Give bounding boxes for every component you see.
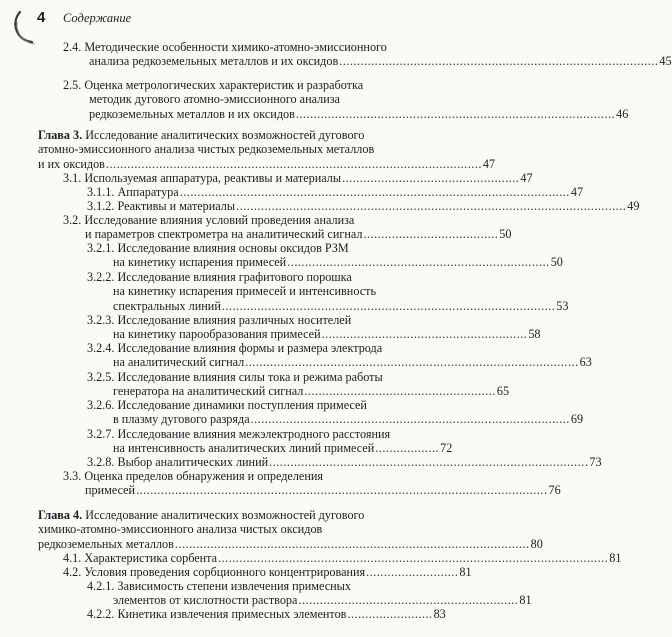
toc-entry-text: редкоземельных металлов — [38, 536, 174, 551]
toc-entry-text: на кинетику испарения примесей — [113, 255, 287, 270]
page-ref: 47 — [570, 185, 584, 199]
page-ref: 63 — [579, 355, 592, 370]
toc-entry-text: 3.2.2. Исследование влияния графитового порошка — [87, 270, 352, 284]
leader-dots: .................................................................................................................... — [136, 483, 548, 498]
toc-entry-3-2-5 — [87, 370, 510, 399]
leader-dots: .......................................................................................................... — [105, 156, 482, 171]
toc-entry-2-4 — [63, 40, 672, 69]
toc-entry-text: 3.1.1. Аппаратура — [87, 185, 179, 199]
toc-entry-text: 3.2.7. Исследование влияния межэлектродного расстояния — [87, 427, 391, 441]
page-ref: 81 — [609, 551, 622, 565]
toc-entry-text: химико-атомно-эмиссионного анализа чистых оксидов — [38, 522, 323, 537]
page-ref: 50 — [499, 227, 512, 242]
page-ref: 47 — [520, 171, 533, 185]
page-ref: 69 — [570, 412, 584, 427]
page-ref: 72 — [440, 441, 453, 456]
leader-dots: ...................................... — [363, 227, 499, 242]
toc-entry-text: 3.2.5. Исследование влияния силы тока и режима работы — [87, 370, 383, 384]
toc-entry-text: 2.4. Методические особенности химико-атомно-эмиссионного — [63, 40, 387, 54]
page-ref: 49 — [627, 199, 640, 213]
page-ref: 65 — [496, 384, 510, 399]
page-ref: 50 — [550, 255, 563, 270]
toc-entry-3-3 — [63, 469, 561, 498]
page-number: 4 — [37, 9, 46, 26]
toc-entry-text: Исследование аналитических возможностей дугового — [82, 508, 365, 522]
toc-entry-text: генератора на аналитический сигнал — [113, 384, 304, 399]
toc-entry-3-2-4 — [87, 341, 592, 370]
leader-dots: ...................................................... — [304, 384, 496, 399]
toc-entry-text: 4.1. Характеристика сорбента — [63, 551, 218, 565]
toc-entry-text: редкоземельных металлов и их оксидов — [89, 106, 295, 121]
leader-dots: .......................................................................................... — [269, 455, 589, 469]
toc-entry-text: и параметров спектрометра на аналитический сигнал — [85, 227, 363, 242]
toc-entry-3-2-3 — [87, 313, 541, 342]
toc-entry-3-2-1 — [87, 241, 563, 270]
toc-entry-text: в плазму дугового разряда — [113, 412, 250, 427]
toc-entry-3-2 — [63, 213, 512, 242]
toc-entry-text: 3.3. Оценка пределов обнаружения и определения — [63, 469, 323, 483]
leader-dots: ........................ — [347, 607, 433, 621]
toc-entry-text: 2.5. Оценка метрологических характеристик и разработка — [63, 78, 364, 92]
leader-dots: .......................................................... — [321, 327, 528, 342]
toc-entry-text: 3.2. Исследование влияния условий проведения анализа — [63, 213, 355, 227]
leader-dots: .................................................. — [342, 171, 520, 185]
page-ref: 80 — [530, 536, 543, 551]
toc-entry-3-2-8 — [87, 455, 602, 469]
leader-dots: .................. — [375, 441, 440, 456]
toc-entry-text: на аналитический сигнал — [113, 355, 245, 370]
page-ref: 83 — [433, 607, 446, 621]
toc-entry-3-2-6 — [87, 398, 584, 427]
toc-entry-text: анализа редкоземельных металлов и их оксидов — [89, 54, 339, 69]
toc-entry-3-2-2 — [87, 270, 569, 313]
toc-entry-3-1-2 — [87, 199, 640, 213]
page-ref: 58 — [528, 327, 541, 342]
running-title: Содержание — [63, 11, 132, 25]
leader-dots: .......................................................................................... — [250, 412, 570, 427]
toc-entry-3-1 — [63, 171, 533, 185]
chapter-label: Глава 3. — [38, 128, 83, 142]
toc-entry-4-2 — [63, 565, 472, 579]
toc-entry-text: 4.2.2. Кинетика извлечения примесных элементов — [87, 607, 347, 621]
toc-entry-4-2-2 — [87, 607, 446, 621]
page-ref: 73 — [589, 455, 602, 469]
toc-entry-text: методик дугового атомно-эмиссионного анализа — [89, 92, 340, 107]
page-ref: 76 — [548, 483, 561, 498]
toc-entry-text: 4.2. Условия проведения сорбционного концентрирования — [63, 565, 366, 579]
toc-entry-text: атомно-эмиссионного анализа чистых редкоземельных металлов — [38, 142, 375, 157]
leader-dots: .............................................................................................................. — [218, 551, 609, 565]
toc-entry-text: 3.2.8. Выбор аналитических линий — [87, 455, 269, 469]
toc-entry-text: на кинетику испарения примесей и интенсивность — [113, 284, 377, 299]
leader-dots: .......................................................................... — [287, 255, 550, 270]
toc-entry-text: 4.2.1. Зависимость степени извлечения примесных — [87, 579, 351, 593]
leader-dots: .............................................................................................. — [245, 355, 579, 370]
leader-dots: .............................................................. — [298, 593, 519, 608]
toc-entry-text: элементов от кислотности раствора — [113, 593, 298, 608]
toc-entry-text: и их оксидов — [38, 156, 105, 171]
page-ref: 53 — [556, 298, 569, 313]
toc-entry-4-2-1 — [87, 579, 532, 608]
toc-entry-text: 3.1.2. Реактивы и материалы — [87, 199, 236, 213]
page-ref: 45 — [659, 54, 672, 69]
toc-entry-3-1-1 — [87, 185, 584, 199]
toc-entry-2-5 — [63, 78, 629, 121]
leader-dots: .................................................................................................... — [174, 536, 530, 551]
toc-entry-4-1 — [63, 551, 622, 565]
leader-dots: .............................................................................................................. — [236, 199, 627, 213]
toc-entry-3-2-7 — [87, 427, 453, 456]
toc-entry-text: 3.1. Используемая аппаратура, реактивы и материалы — [63, 171, 342, 185]
page-ref: 81 — [459, 565, 472, 579]
leader-dots: .......................... — [366, 565, 459, 579]
toc-chapter-4 — [38, 508, 543, 551]
chapter-label: Глава 4. — [38, 508, 83, 522]
leader-dots: .............................................................................................................. — [179, 185, 570, 199]
toc-entry-text: 3.2.6. Исследование динамики поступления примесей — [87, 398, 367, 412]
page-ref: 46 — [616, 106, 629, 121]
leader-dots: .......................................................................................... — [339, 54, 659, 69]
leader-dots: .............................................................................................. — [221, 298, 556, 313]
page-ref: 81 — [519, 593, 532, 608]
toc-entry-text: на интенсивность аналитических линий примесей — [113, 441, 375, 456]
toc-entry-text: на кинетику парообразования примесей — [113, 327, 321, 342]
page-ref: 47 — [482, 156, 496, 171]
toc-entry-text: 3.2.3. Исследование влияния различных носителей — [87, 313, 352, 327]
leader-dots: .......................................................................................... — [295, 106, 616, 121]
toc-entry-text: примесей — [85, 483, 136, 498]
toc-entry-text: 3.2.1. Исследование влияния основы оксидов РЗМ — [87, 241, 349, 255]
toc-entry-text: 3.2.4. Исследование влияния формы и размера электрода — [87, 341, 383, 355]
toc-chapter-3 — [38, 128, 496, 171]
toc-entry-text: спектральных линий — [113, 298, 221, 313]
toc-entry-text: Исследование аналитических возможностей дугового — [82, 128, 365, 142]
